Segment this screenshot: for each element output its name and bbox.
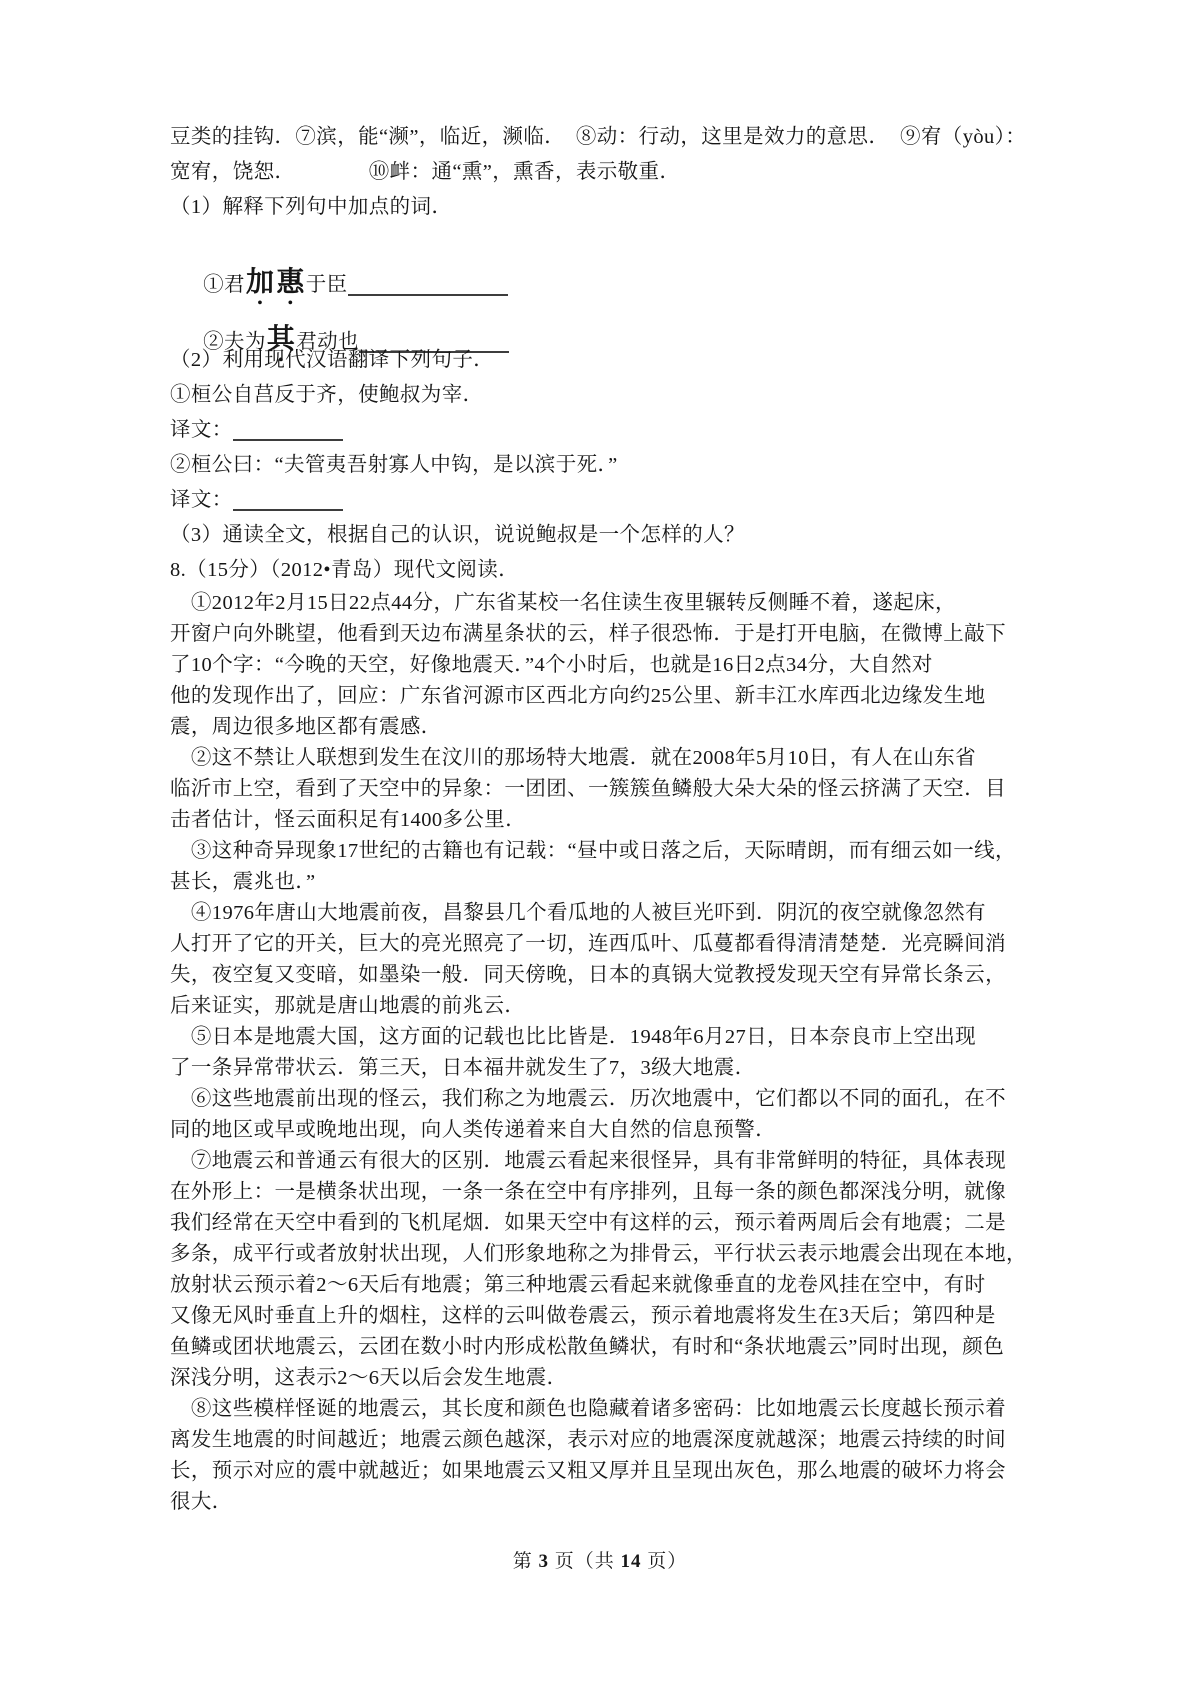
question-2-heading: （2）利用现代汉语翻译下列句子． bbox=[170, 349, 495, 371]
passage-line: 我们经常在天空中看到的飞机尾烟．如果天空中有这样的云，预示着两周后会有地震；二是 bbox=[170, 1212, 1006, 1234]
passage-line: 很大． bbox=[170, 1491, 233, 1513]
translation-label: 译文： bbox=[170, 419, 233, 441]
passage-line: 在外形上：一是横条状出现，一条一条在空中有序排列，且每一条的颜色都深浅分明，就像 bbox=[170, 1181, 1006, 1203]
passage-line: 人打开了它的开关，巨大的亮光照亮了一切，连西瓜叶、瓜蔓都看得清清楚楚．光亮瞬间消 bbox=[170, 933, 1006, 955]
question-1-heading: （1）解释下列句中加点的词． bbox=[170, 196, 453, 218]
passage-line: ⑤日本是地震大国，这方面的记载也比比皆是．1948年6月27日，日本奈良市上空出现 bbox=[170, 1026, 977, 1048]
answer-blank bbox=[348, 280, 508, 296]
passage-line: ④1976年唐山大地震前夜，昌黎县几个看瓜地的人被巨光吓到．阴沉的夜空就像忽然有 bbox=[170, 902, 986, 924]
emphasized-word-char: 加 bbox=[245, 267, 275, 298]
passage-line: ②这不禁让人联想到发生在汶川的那场特大地震．就在2008年5月10日，有人在山东省 bbox=[170, 747, 977, 769]
passage-line: 了一条异常带状云．第三天，日本福井就发生了7，3级大地震． bbox=[170, 1057, 756, 1079]
passage-line: 同的地区或早或晚地出现，向人类传递着来自大自然的信息预警． bbox=[170, 1119, 777, 1141]
footer-text: 第 bbox=[512, 1551, 539, 1572]
total-pages: 14 bbox=[620, 1551, 642, 1572]
passage-line: 深浅分明，这表示2～6天以后会发生地震． bbox=[170, 1367, 568, 1389]
passage-line: 开窗户向外眺望，他看到天边布满星条状的云，样子很恐怖．于是打开电脑，在微博上敲下 bbox=[170, 623, 1006, 645]
answer-blank bbox=[233, 425, 343, 441]
passage-line: ⑦地震云和普通云有很大的区别．地震云看起来很怪异，具有非常鲜明的特征，具体表现 bbox=[170, 1150, 1006, 1172]
passage-line: 震，周边很多地区都有震感． bbox=[170, 716, 442, 738]
answer-blank bbox=[233, 495, 343, 511]
translation-line bbox=[170, 483, 1050, 518]
question-3-heading: （3）通读全文，根据自己的认识，说说鲍叔是一个怎样的人？ bbox=[170, 524, 745, 546]
note-line: 宽宥，饶恕． ⑩衅：通“熏”，熏香，表示敬重． bbox=[170, 161, 681, 183]
passage-line: ①2012年2月15日22点44分，广东省某校一名住读生夜里辗转反侧睡不着，遂起床， bbox=[170, 592, 956, 614]
page-text-block bbox=[170, 120, 1050, 1518]
sentence-suffix: 君动也 bbox=[296, 331, 359, 353]
passage-line: 失，夜空复又变暗，如墨染一般．同天傍晚，日本的真锅大觉教授发现天空有异常长条云， bbox=[170, 964, 1006, 986]
translation-sentence-2: ②桓公曰：“夫管夷吾射寡人中钩，是以滨于死．” bbox=[170, 454, 618, 476]
page-footer bbox=[0, 1546, 1200, 1573]
passage-line: ⑧这些模样怪诞的地震云，其长度和颜色也隐藏着诸多密码：比如地震云长度越长预示着 bbox=[170, 1398, 1006, 1420]
passage-line: 又像无风时垂直上升的烟柱，这样的云叫做卷震云，预示着地震将发生在3天后；第四种是 bbox=[170, 1305, 996, 1327]
footer-text: 页） bbox=[641, 1551, 688, 1572]
fill-blank-item-1 bbox=[170, 225, 1050, 298]
passage-line: ③这种奇异现象17世纪的古籍也有记载：“昼中或日落之后，天际晴朗，而有细云如一线， bbox=[170, 840, 1016, 862]
passage-line: 长，预示对应的震中就越近；如果地震云又粗又厚并且呈现出灰色，那么地震的破坏力将会 bbox=[170, 1460, 1006, 1482]
sentence-suffix: 于臣 bbox=[305, 274, 348, 296]
passage-line: 他的发现作出了，回应：广东省河源市区西北方向约25公里、新丰江水库西北边缘发生地 bbox=[170, 685, 986, 707]
passage-line: ⑥这些地震前出现的怪云，我们称之为地震云．历次地震中，它们都以不同的面孔，在不 bbox=[170, 1088, 1006, 1110]
emphasized-word-char: 惠 bbox=[276, 267, 305, 298]
note-line: 豆类的挂钩．⑦滨，能“濒”，临近，濒临． ⑧动：行动，这里是效力的意思． ⑨宥（yòu）： bbox=[170, 126, 1027, 148]
translation-line bbox=[170, 413, 1050, 448]
sentence-prefix: ①君 bbox=[203, 274, 245, 296]
page-number: 3 bbox=[538, 1551, 549, 1572]
passage-line: 鱼鳞或团状地震云，云团在数小时内形成松散鱼鳞状，有时和“条状地震云”同时出现，颜色 bbox=[170, 1336, 1005, 1358]
emphasized-word-char: 其 bbox=[266, 324, 296, 355]
passage-line: 放射状云预示着2～6天后有地震；第三种地震云看起来就像垂直的龙卷风挂在空中，有时 bbox=[170, 1274, 986, 1296]
passage-line: 多条，成平行或者放射状出现，人们形象地称之为排骨云，平行状云表示地震会出现在本地， bbox=[170, 1243, 1027, 1265]
question-8-heading: 8.（15分）（2012•青岛）现代文阅读． bbox=[170, 559, 520, 581]
passage-line: 后来证实，那就是唐山地震的前兆云． bbox=[170, 995, 526, 1017]
passage-line: 临沂市上空，看到了天空中的异象：一团团、一簇簇鱼鳞般大朵大朵的怪云挤满了天空．目 bbox=[170, 778, 1006, 800]
passage-line: 离发生地震的时间越近；地震云颜色越深，表示对应的地震深度就越深；地震云持续的时间 bbox=[170, 1429, 1006, 1451]
translation-label: 译文： bbox=[170, 489, 233, 511]
sentence-prefix: ②夫为 bbox=[203, 331, 266, 353]
passage-line: 了10个字：“今晚的天空，好像地震天．”4个小时后，也就是16日2点34分，大自然对 bbox=[170, 654, 933, 676]
passage-line: 甚长，震兆也．” bbox=[170, 871, 316, 893]
translation-sentence-1: ①桓公自莒反于齐，使鲍叔为宰． bbox=[170, 384, 484, 406]
footer-text: 页（共 bbox=[548, 1551, 621, 1572]
reading-passage bbox=[170, 588, 1050, 1518]
passage-line: 击者估计，怪云面积足有1400多公里． bbox=[170, 809, 527, 831]
